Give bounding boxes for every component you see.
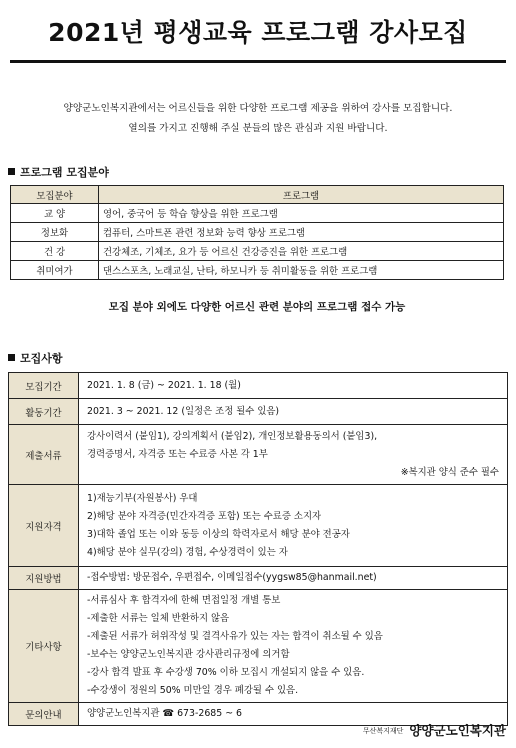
header-program: 프로그램 — [99, 186, 504, 204]
organization-name: 양양군노인복지관 — [409, 723, 506, 738]
program-cell: 건강체조, 기체조, 요가 등 어르신 건강증진을 위한 프로그램 — [99, 242, 504, 261]
other-item: -보수는 양양군노인복지관 강사관리규정에 의거함 — [87, 649, 290, 660]
method-value: -접수방법: 방문접수, 우편접수, 이메일접수(yygsw85@hanmail.net) — [79, 567, 508, 590]
other-item: -제출된 서류가 허위작성 및 결격사유가 있는 자는 합격이 취소될 수 있음 — [87, 631, 383, 642]
footer-organization — [363, 720, 506, 739]
qualification-item: 1)재능기부(자원봉사) 우대 — [87, 492, 198, 504]
details-table — [8, 372, 508, 726]
period-label: 모집기간 — [9, 373, 79, 399]
table-row — [9, 485, 508, 567]
program-table — [10, 185, 504, 280]
square-bullet-icon — [8, 354, 15, 361]
qualification-item: 2)해당 분야 자격증(민간자격증 포함) 또는 수료증 소지자 — [87, 510, 322, 522]
qualification-value — [79, 485, 508, 567]
header-category: 모집분야 — [11, 186, 99, 204]
documents-note: ※복지관 양식 준수 필수 — [400, 466, 499, 478]
documents-line: 경력증명서, 자격증 또는 수료증 사본 각 1부 — [87, 448, 268, 460]
table-row — [9, 425, 508, 485]
other-item: -제출한 서류는 일체 반환하지 않음 — [87, 613, 230, 624]
table-row — [11, 261, 504, 280]
foundation-name: 무산복지재단 — [362, 727, 404, 735]
category-cell: 교 양 — [11, 204, 99, 223]
other-item: -수강생이 정원의 50% 미만일 경우 폐강될 수 있음. — [87, 685, 299, 696]
program-cell: 영어, 중국어 등 학습 향상을 위한 프로그램 — [99, 204, 504, 223]
period-value: 2021. 1. 8 (금) ~ 2021. 1. 18 (월) — [79, 373, 508, 399]
intro-line-1: 양양군노인복지관에서는 어르신들을 위한 다양한 프로그램 제공을 위하여 강사를 모집합니다. — [63, 103, 453, 114]
section-heading-details — [8, 350, 63, 366]
activity-value: 2021. 3 ~ 2021. 12 (일정은 조정 될수 있음) — [79, 399, 508, 425]
program-note: 모집 분야 외에도 다양한 어르신 관련 분야의 프로그램 접수 가능 — [108, 301, 406, 313]
table-row — [9, 373, 508, 399]
qualification-item: 3)대학 졸업 또는 이와 동등 이상의 학력자로서 해당 분야 전공자 — [87, 528, 350, 540]
method-label: 지원방법 — [9, 567, 79, 590]
square-bullet-icon — [8, 168, 15, 175]
contact-value: 양양군노인복지관 ☎ 673-2685 ~ 6 — [79, 703, 508, 726]
other-item: -강사 합격 발표 후 수강생 70% 이하 모집시 개설되지 않을 수 있음. — [87, 667, 365, 678]
table-row — [9, 590, 508, 703]
qualification-label: 지원자격 — [9, 485, 79, 567]
documents-value — [79, 425, 508, 485]
table-row — [9, 567, 508, 590]
table-row — [11, 223, 504, 242]
category-cell: 건 강 — [11, 242, 99, 261]
documents-label: 제출서류 — [9, 425, 79, 485]
contact-label: 문의안내 — [9, 703, 79, 726]
page-title: 2021년 평생교육 프로그램 강사모집 — [10, 8, 506, 63]
other-label: 기타사항 — [9, 590, 79, 703]
category-cell: 정보화 — [11, 223, 99, 242]
table-row — [9, 399, 508, 425]
documents-line: 강사이력서 (붙임1), 강의계획서 (붙임2), 개인정보활용동의서 (붙임3), — [87, 430, 378, 442]
section-heading-programs-label: 프로그램 모집분야 — [20, 166, 109, 179]
section-heading-programs — [8, 164, 109, 180]
program-cell: 컴퓨터, 스마트폰 관련 정보화 능력 향상 프로그램 — [99, 223, 504, 242]
program-table-header — [11, 186, 504, 204]
activity-label: 활동기간 — [9, 399, 79, 425]
intro-line-2: 열의를 가지고 진행해 주실 분들의 많은 관심과 지원 바랍니다. — [128, 123, 388, 134]
program-cell: 댄스스포츠, 노래교실, 난타, 하모니카 등 취미활동을 위한 프로그램 — [99, 261, 504, 280]
table-row — [11, 204, 504, 223]
other-value — [79, 590, 508, 703]
section-heading-details-label: 모집사항 — [20, 352, 63, 365]
other-item: -서류심사 후 합격자에 한해 면접일정 개별 통보 — [87, 595, 281, 606]
category-cell: 취미여가 — [11, 261, 99, 280]
table-row — [11, 242, 504, 261]
qualification-item: 4)해당 분야 실무(강의) 경험, 수상경력이 있는 자 — [87, 546, 288, 558]
